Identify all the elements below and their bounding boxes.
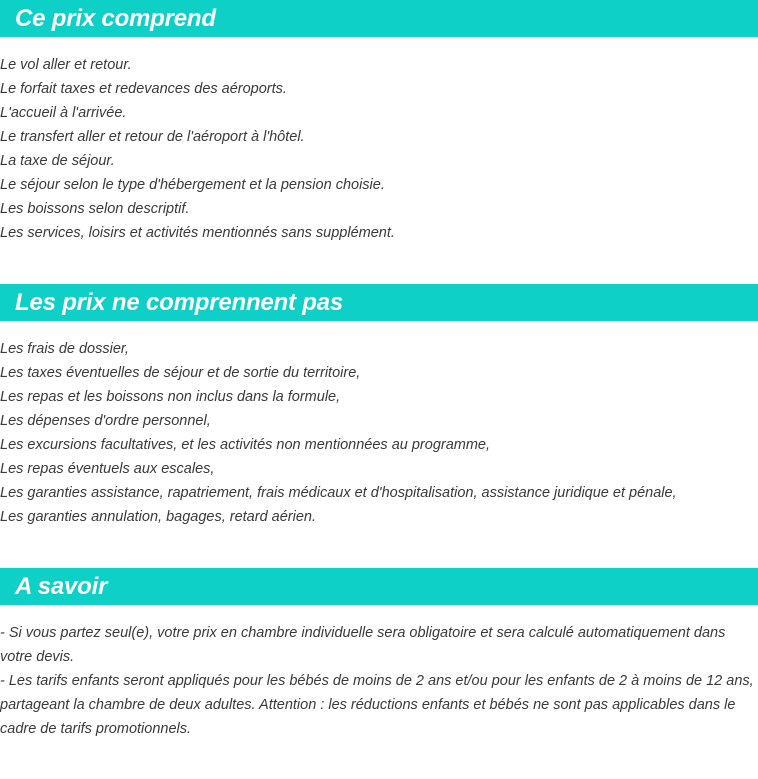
list-item: Les repas éventuels aux escales, xyxy=(0,461,215,477)
section-header-excludes xyxy=(0,284,758,321)
section-price-includes xyxy=(0,0,758,245)
list-item: Les services, loisirs et activités mentionnés sans supplément. xyxy=(0,225,395,241)
list-item: Le séjour selon le type d'hébergement et la pension choisie. xyxy=(0,177,385,193)
list-item: Le transfert aller et retour de l'aéroport à l'hôtel. xyxy=(0,129,305,145)
section-header-includes xyxy=(0,0,758,37)
list-item: Les garanties assistance, rapatriement, frais médicaux et d'hospitalisation, assistance juridique et pénale, xyxy=(0,485,677,501)
list-item: Les boissons selon descriptif. xyxy=(0,201,190,217)
info-list xyxy=(0,605,758,741)
list-item: Les garanties annulation, bagages, retard aérien. xyxy=(0,509,316,525)
section-header-info xyxy=(0,568,758,605)
list-item: Les frais de dossier, xyxy=(0,341,129,357)
list-item: Les excursions facultatives, et les activités non mentionnées au programme, xyxy=(0,437,491,453)
excludes-list xyxy=(0,321,758,529)
section-price-excludes xyxy=(0,284,758,529)
list-item: Le vol aller et retour. xyxy=(0,57,132,73)
section-title-includes: Ce prix comprend xyxy=(15,5,216,32)
list-item: Le forfait taxes et redevances des aéroports. xyxy=(0,81,287,97)
list-item: Les taxes éventuelles de séjour et de sortie du territoire, xyxy=(0,365,361,381)
list-item: La taxe de séjour. xyxy=(0,153,115,169)
list-item: L'accueil à l'arrivée. xyxy=(0,105,127,121)
section-title-info: A savoir xyxy=(15,573,108,600)
section-title-excludes: Les prix ne comprennent pas xyxy=(15,289,344,316)
list-item: Les dépenses d'ordre personnel, xyxy=(0,413,211,429)
list-item: Les repas et les boissons non inclus dans la formule, xyxy=(0,389,341,405)
section-good-to-know xyxy=(0,568,758,741)
list-item: - Si vous partez seul(e), votre prix en chambre individuelle sera obligatoire et sera calculé automatiquement dans votre devis. xyxy=(0,625,726,665)
list-item: - Les tarifs enfants seront appliqués pour les bébés de moins de 2 ans et/ou pour les enfants de 2 à moins de 12 ans, partageant la chambre de deux adultes. Attention : les réductions enfants et bébés ne sont pas applicables dans le cadre de tarifs promotionnels. xyxy=(0,673,754,737)
includes-list xyxy=(0,37,758,245)
